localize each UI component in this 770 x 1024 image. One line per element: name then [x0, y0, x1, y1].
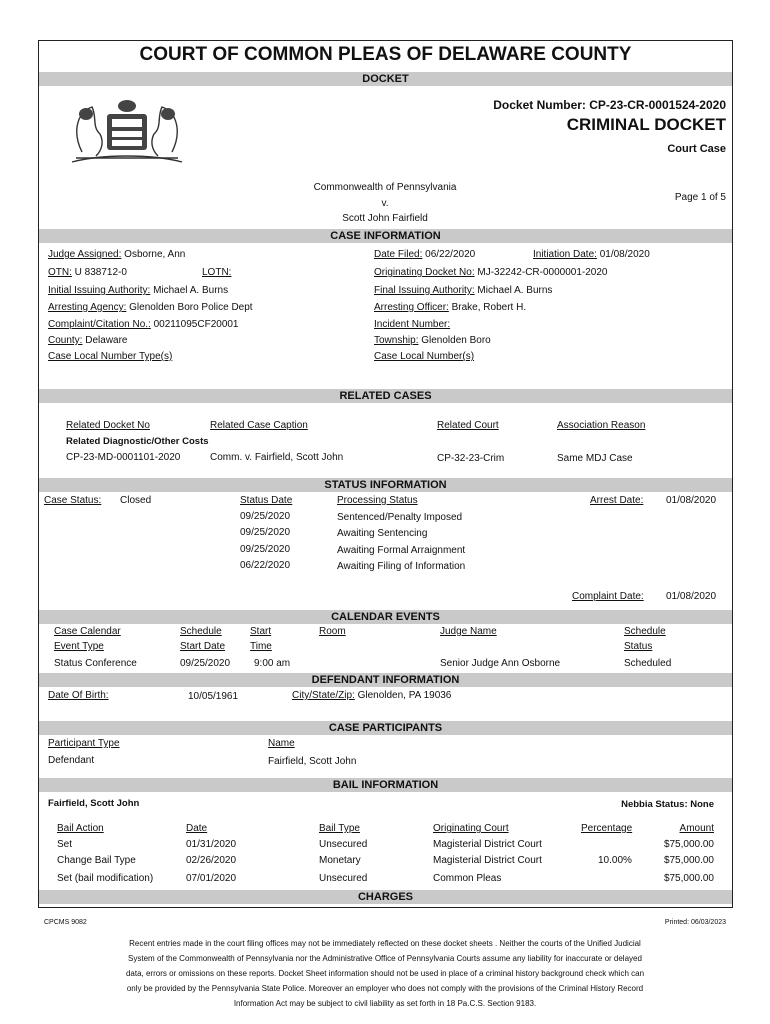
bail-information-band: BAIL INFORMATION [39, 778, 732, 792]
status-row-text: Awaiting Formal Arraignment [337, 545, 466, 556]
pennsylvania-seal-icon [62, 92, 192, 164]
status-row-date: 09/25/2020 [240, 527, 291, 538]
bail-percentage: 10.00% [598, 855, 632, 866]
court-name: COURT OF COMMON PLEAS OF DELAWARE COUNTY [139, 44, 632, 65]
judge-assigned: Judge Assigned: Osborne, Ann [48, 249, 186, 260]
lotn: LOTN: [202, 267, 232, 278]
initiation-date: Initiation Date: 01/08/2020 [533, 249, 650, 260]
defendant-information-band: DEFENDANT INFORMATION [39, 673, 732, 687]
association-reason-header: Association Reason [557, 420, 646, 431]
related-docket-value: CP-23-MD-0001101-2020 [66, 452, 181, 463]
disclaimer-line: Recent entries made in the court filing offices may not be immediately reflected on these docket sheets . Neither the courts of the Unified Judicial [129, 939, 641, 948]
bail-date: 07/01/2020 [186, 873, 237, 884]
final-issuing-authority: Final Issuing Authority: Michael A. Burns [374, 285, 553, 296]
participant-name-value: Fairfield, Scott John [268, 756, 357, 767]
versus: v. [381, 198, 389, 209]
disclaimer-line: System of the Commonwealth of Pennsylvania nor the Administrative Office of Pennsylvania Courts assume any liability for inaccurate or delayed [128, 954, 642, 963]
amount-header: Amount [679, 823, 714, 834]
arresting-officer: Arresting Officer: Brake, Robert H. [374, 302, 527, 313]
case-information-band: CASE INFORMATION [39, 229, 732, 243]
association-reason-value: Same MDJ Case [557, 453, 633, 464]
calendar-events-band: CALENDAR EVENTS [39, 610, 732, 624]
related-court-header: Related Court [437, 420, 499, 431]
docket-band: DOCKET [39, 72, 732, 86]
printed-date: Printed: 06/03/2023 [664, 919, 726, 926]
complaint-date-value: 01/08/2020 [666, 591, 717, 602]
case-participants-band: CASE PARTICIPANTS [39, 721, 732, 735]
bail-type: Monetary [319, 855, 361, 866]
disclaimer-line: Information Act may be subject to civil liability as set forth in 18 Pa.C.S. Section 9183. [233, 999, 537, 1008]
status-information-band: STATUS INFORMATION [39, 478, 732, 492]
originating-court-header: Originating Court [433, 823, 509, 834]
dob-value: 10/05/1961 [188, 691, 239, 702]
bail-amount: $75,000.00 [663, 855, 714, 866]
disclaimer-line: only be provided by the Pennsylvania State Police. Moreover an employer who does not comply with the provisions of the Criminal History Record [126, 984, 644, 993]
originating-court: Magisterial District Court [433, 839, 542, 850]
bail-amount: $75,000.00 [663, 839, 714, 850]
otn: OTN: U 838712-0 [48, 267, 127, 278]
related-caption-value: Comm. v. Fairfield, Scott John [210, 452, 344, 463]
charges-band: CHARGES [39, 890, 732, 904]
participant-type-value: Defendant [48, 755, 95, 766]
bail-type: Unsecured [319, 873, 368, 884]
calendar-header: Room [319, 626, 346, 637]
participant-type-header: Participant Type [48, 738, 120, 749]
status-row-text: Awaiting Filing of Information [337, 561, 466, 572]
calendar-header: Status [624, 641, 653, 652]
calendar-judge-name: Senior Judge Ann Osborne [440, 658, 561, 669]
originating-court: Common Pleas [433, 873, 502, 884]
related-group-label: Related Diagnostic/Other Costs [66, 436, 209, 447]
docket-type: CRIMINAL DOCKET [566, 115, 726, 134]
docket-number: Docket Number: CP-23-CR-0001524-2020 [493, 98, 726, 112]
township: Township: Glenolden Boro [374, 335, 491, 346]
complaint-citation: Complaint/Citation No.: 00211095CF20001 [48, 319, 239, 330]
calendar-start-time: 9:00 am [254, 658, 291, 669]
status-date-header: Status Date [240, 495, 293, 506]
participant-name-header: Name [268, 738, 295, 749]
bail-action-header: Bail Action [57, 823, 104, 834]
status-row-text: Awaiting Sentencing [337, 528, 428, 539]
date-filed: Date Filed: 06/22/2020 [374, 249, 476, 260]
bail-action: Set [57, 839, 73, 850]
calendar-start-date: 09/25/2020 [180, 658, 231, 669]
city-state-zip: City/State/Zip: Glenolden, PA 19036 [292, 690, 452, 701]
case-local-number-type: Case Local Number Type(s) [48, 351, 173, 362]
incident-number: Incident Number: [374, 319, 451, 330]
bail-amount: $75,000.00 [663, 873, 714, 884]
related-court-value: CP-32-23-Crim [437, 453, 505, 464]
nebbia-status: Nebbia Status: None [621, 799, 714, 810]
plaintiff: Commonwealth of Pennsylvania [313, 182, 457, 193]
arrest-date-value: 01/08/2020 [666, 495, 717, 506]
court-case-label: Court Case [667, 143, 726, 155]
county: County: Delaware [48, 335, 128, 346]
disclaimer-line: data, errors or omissions on these reports. Docket Sheet information should not be used in place of a criminal history background check which can [125, 969, 645, 978]
arrest-date-label: Arrest Date: [590, 495, 644, 506]
form-number: CPCMS 9082 [44, 919, 87, 926]
originating-docket: Originating Docket No: MJ-32242-CR-0000001-2020 [374, 267, 608, 278]
status-row-date: 09/25/2020 [240, 544, 291, 555]
page-number: Page 1 of 5 [674, 192, 726, 203]
calendar-header: Case Calendar [54, 626, 121, 637]
case-status-value: Closed [120, 495, 152, 506]
case-local-number: Case Local Number(s) [374, 351, 475, 362]
bail-defendant-name: Fairfield, Scott John [48, 798, 140, 809]
calendar-header: Start [250, 626, 272, 637]
related-cases-band: RELATED CASES [39, 389, 732, 403]
related-caption-header: Related Case Caption [210, 420, 308, 431]
calendar-header: Time [250, 641, 272, 652]
calendar-header: Schedule [624, 626, 666, 637]
bail-date-header: Date [186, 823, 208, 834]
dob-label: Date Of Birth: [48, 690, 109, 701]
case-status-label: Case Status: [44, 495, 102, 506]
processing-status-header: Processing Status [337, 495, 418, 506]
calendar-event-type: Status Conference [54, 658, 137, 669]
calendar-header: Judge Name [440, 626, 497, 637]
bail-type-header: Bail Type [319, 823, 360, 834]
related-docket-header: Related Docket No [66, 420, 150, 431]
bail-date: 01/31/2020 [186, 839, 237, 850]
disclaimer [60, 936, 710, 1011]
status-row-text: Sentenced/Penalty Imposed [337, 512, 463, 523]
calendar-header: Schedule [180, 626, 222, 637]
status-row-date: 06/22/2020 [240, 560, 291, 571]
originating-court: Magisterial District Court [433, 855, 542, 866]
bail-action: Set (bail modification) [57, 873, 154, 884]
arresting-agency: Arresting Agency: Glenolden Boro Police Dept [48, 302, 253, 313]
bail-date: 02/26/2020 [186, 855, 237, 866]
percentage-header: Percentage [581, 823, 633, 834]
calendar-header: Event Type [54, 641, 104, 652]
calendar-header: Start Date [180, 641, 226, 652]
initial-issuing-authority: Initial Issuing Authority: Michael A. Burns [48, 285, 229, 296]
calendar-schedule-status: Scheduled [624, 658, 672, 669]
bail-type: Unsecured [319, 839, 368, 850]
status-row-date: 09/25/2020 [240, 511, 291, 522]
defendant-caption: Scott John Fairfield [342, 213, 428, 224]
bail-action: Change Bail Type [57, 855, 136, 866]
complaint-date-label: Complaint Date: [572, 591, 644, 602]
